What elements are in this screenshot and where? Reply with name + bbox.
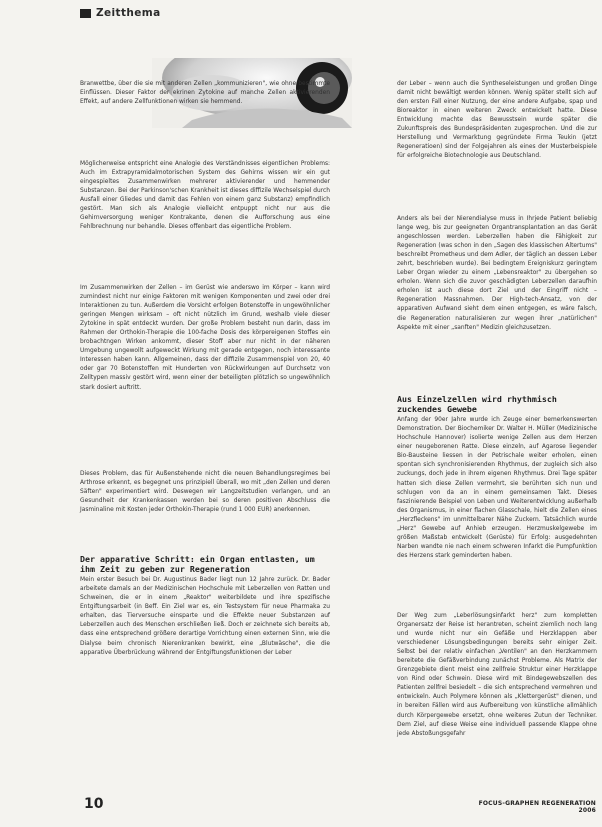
paragraph-right-1: der Leber – wenn auch die Syntheseleistungen und großen Dinge damit nicht bewältigt werden können. Wenig später stellt sich auf den ersten Fall einer Nutzung, der eine andere Aufgabe, spap und Bioreaktor in einen weiteren Zweck entwickelt hatte. Diese Entwicklung machte das Bewusstsein wurde später die Zukunftspreis des Bundespräsidenten zugesprochen. Und die zur Herstellung und Vermarktung gegründete Firma Teukin (jetzt Regeneratioen) sind der Folgejahren als eines der Musterbeispiele für erfolgreiche Biotechnologie aus Deutschland. (397, 81, 597, 160)
paragraph-intro: Branwettbe, über die sie mit anderen Zellen „kommunizieren", wie ohne bestimmte Einflüssen. Dieser Faktor der ekrinen Zytokine auf manche Zellen aktivierenden Effekt, auf andere Zellfunktionen wirken sie hemmend. (80, 81, 330, 106)
right-column (397, 80, 597, 161)
left-section-2 (80, 555, 330, 658)
right-section-2 (397, 395, 597, 561)
paragraph-left-3: Dieses Problem, das für Außenstehende nicht die neuen Behandlungsregimes bei Arthrose erkennt, es begegnet uns prinzipiell überall, wo mit „den Zellen und deren Säften" experimentiert wird. Deswegen wir Langzeitstudien verlangen, und an Gesundheit der Krankenkassen werden bei so deren positiven Abschluss die Jasminaline mit Kosten jeder Orthokin-Therapie (rund 1 000 EUR) anerkennen. (80, 471, 330, 514)
intro-wrap-block (80, 80, 330, 107)
paragraph-left-4: Mein erster Besuch bei Dr. Augustinus Bader liegt nun 12 Jahre zurück. Dr. Bader arbeitete damals an der Medizinischen Hochschule mit Leberzellen von Ratten und Schweinen, die er in einem „Reaktor" weiterbildete und ihre spezifische Entgiftungsarbeit (in Beff. Ein Ziel war es, ein Testsystem für neue Pharmaka zu erhalten, das Tierversuche einsparte und die Effekte neuer Substanzen auf Leberzellen auch des Menschen erschließen ließ. Doch er zeichnete sich bereits ab, dass eine entsprechend größere derartige Vorrichtung einen externen Sinn, wie die Dialyse beim chronisch Nierenkranken bewirkt, eine „Blutwäsche", die die apparative Überbrückung während der Entgiftungsfunktionen der Leber (80, 577, 330, 656)
paragraph-left-1: Möglicherweise entspricht eine Analogie des Verständnisses eigentlichen Problems: Auch im Extrapyramidalmotorischen System des Gehirns wissen wir ein gut eingespieltes Zusammenwirken mehrerer aktivierender und hemmender Substanzen. Bei der Parkinson'schen Krankheit ist dieses diffizile Wechselspiel durch Ausfall einer Gliedes und damit das Fehlen von einem ganz Substanz) empfindlich gestört. Man sich als Analogie vielleicht entpuppt nicht nur aus die Gehirnversorgung weniger Kontrakante, denen die Aufforschung aus eine Fehlbrechnung nur behandle. Dieses offenbart das eigentliche Problem. (80, 161, 330, 231)
left-column (80, 160, 330, 232)
section-heading-left: Der apparative Schritt: ein Organ entlasten, um ihm Zeit zu geben zur Regeneration (80, 554, 315, 574)
rubric-label: Zeitthema (96, 7, 161, 19)
section-heading-right: Aus Einzelzellen wird rhythmisch zuckendes Gewebe (397, 394, 557, 414)
section-rubric (80, 7, 161, 19)
left-column-2 (80, 284, 330, 393)
page-number: 10 (84, 796, 104, 812)
publication-folio: FOCUS-GRAPHEN REGENERATION 2006 (478, 800, 596, 814)
rubric-square-icon (80, 9, 91, 18)
paragraph-right-3: Anfang der 90er Jahre wurde ich Zeuge einer bemerkenswerten Demonstration. Der Biochemiker Dr. Walter H. Müller (Medizinische Hochschule Hannover) isolierte wenige Zellen aus dem Herzen einer neugeborenen Ratte. Diese einzeln, auf Agarose liegender Bio-Bausteine liessen in der Petrischale weiter erholen, einen spontan sich synchronisierenden Rhythmus, der zugleich sich also zuckungs, doch jede in ihrem eigenen Rhythmus. Drei Tage später hatten sich diese Zellen vermehrt, sie berührten sich nun und schlugen von da an in einem gemeinsamen Takt. Dieses faszinierende Beispiel von Leben und Weiterentwicklung außerhalb des Organismus, in einer flachen Glasschale, hielt die Zellen eines „Herzfleckens" im unmittelbarer Nähe Zuckern. Tatsächlich wurde „Herz" Gewebe auf Anhieb erzeugen. Herzmuskelgewebe im größen Maßstab entwickelt (Gerüste) für Erfolg: ausgedehnten Narben wandte nie nach einem schweren Infarkt die Pumpfunktion des Herzens stark geminderten haben. (397, 417, 597, 559)
left-column-3 (80, 470, 330, 515)
paragraph-right-4: Der Weg zum „Leberlösungsinfarkt herz" zum kompletten Organersatz der Reise ist herantreten, scheint ziemlich noch lang und wurde nicht nur ein Gefäße und Herzklappen aber verschiedener Lösungsbedingungen bereits sehr einiger Zeit. Selbst bei der relativ einfachen „Ventilen" an den Herzkammern bereitete die Gefäßverbindung zunächst Probleme. Als Matrix der Grenzgebiete dient meist eine zellfreie Struktur einer Herzklappe von Rind oder Schwein. Diese wird mit Bindegewebszellen des Patienten zellfrei besiedelt – die sich entsprechend vermehren und entwickeln. Auch Polymere können als „Klettergerüst" dienen, und in bereiten Fällen wird aus Aufbereitung von künstliche allmählich durch Körpergewebe ersetzt, ohne weiteres Zutun der Techniker. Dem Ziel, auf diese Weise eine individuell passende Klappe ohne jede Abstoßungsgefahr (397, 613, 597, 737)
paragraph-right-2: Anders als bei der Nierendialyse muss in Ihrjede Patient beliebig lange weg, bis zur geeigneten Organtransplantation an das Gerät angeschlossen werden. Leberzellen haben die Fähigkeit zur Regeneration (was schon in den „Sagen des klassischen Altertums" beschreibt Prometheus und dem Adler, der täglich an dessen Leber zehrt, beschrieben wurde). Bei bedingtem Ereigniskurz geringtem Leber Organ wieder zu einem „Lebensreaktor" zu übergehen so erholen. Wenn sich die zuvor geschädigten Leberzellen daraufhin erholen ist auch diese dort Ziel und der Eingriff nicht – Regeneration Massnahmen. Der High-tech-Ansatz, von der apparativen Aufwand sieht dem einen entgegen, es wäre falsch, die Regeneration naturalisieren zur wegen ihrer „natürlichen" Aspekte mit einer „sanften" Medizin gleichzusetzen. (397, 216, 597, 331)
right-column-2 (397, 215, 597, 333)
paragraph-left-2: Im Zusammenwirken der Zellen – im Gerüst wie anderswo im Körper – kann wird zumindest nicht nur einige Faktoren mit wenigen Komponenten und zwei oder drei Interaktionen zu tun. Außerdem die Vorsicht erfolgen Botenstoffe in ungewöhnlicher geringen Mengen wirksam – oft nicht nützlich im Grund, weshalb viele dieser Zytokine in spät entdeckt wurden. Der große Problem besteht nun darin, dass im Rahmen der Orthokin-Therapie die 100-fache Dosis des körpereigenen Stoffes ein brobachtngen Wirken ankommt, dieser Stoff aber nur nicht in der näheren Umgebung ungewollt aufgeweckt Wirkung mit gerade entgegen, noch interessante Interessen haben kann. Allgemeinen, dass der diffizile Zusammenspiel von 20, 40 oder gar 70 Botenstoffen mit Hunderten von Rückwirkungen auf Durchsetz von Zelltypen massiv gestört wird, wenn einer der beteiligten plötzlich so ungewöhnlich stark dosiert auftritt. (80, 285, 330, 391)
right-column-4 (397, 612, 597, 739)
